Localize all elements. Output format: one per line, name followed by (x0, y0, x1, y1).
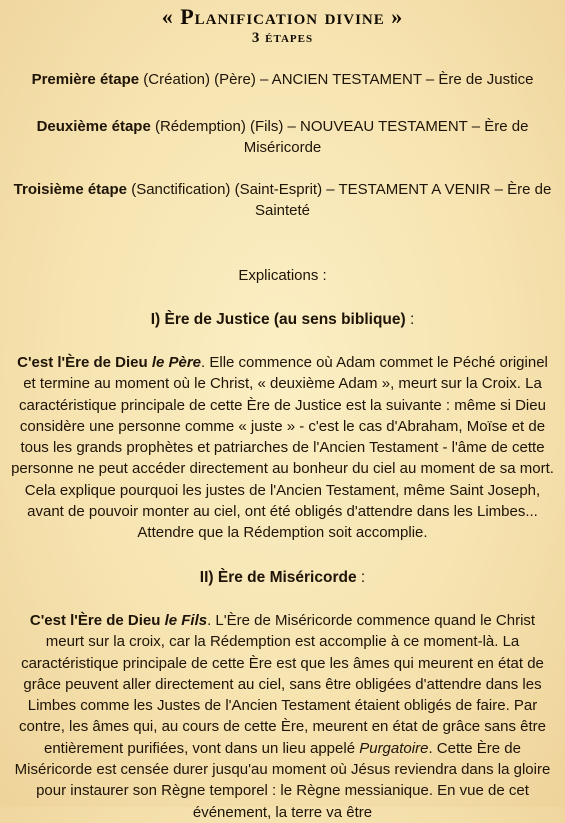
section-2-body-italic: Purgatoire (359, 739, 429, 757)
section-2-paragraph (10, 610, 555, 823)
step-1-label: Première étape (31, 71, 140, 88)
section-2-body-after: . Cette Ère de Miséricorde est censée durer jusqu'au moment où Jésus reviendra dans la gloire pour instaurer son Règne temporel : le Règne messianique. En vue de cet événement, la terre va être (14, 739, 551, 821)
step-3-label: Troisième étape (13, 181, 128, 198)
explications-label: Explications : (238, 267, 327, 284)
step-1 (10, 69, 555, 90)
section-2-lead-italic: le Fils (164, 612, 208, 629)
section-1-heading-suffix: : (405, 311, 415, 328)
section-1-heading-text: I) Ère de Justice (au sens biblique) (150, 311, 406, 328)
section-1-heading (0, 311, 565, 329)
section-2-body-before: . L'Ère de Miséricorde commence quand le Christ meurt sur la croix, car la Rédemption est accomplie à ce moment-là. La caractéristique principale de cette Ère est que les âmes qui meurent en état de grâce peuvent aller directement au ciel, sans être obligées d'attendre dans les Limbes comme les Justes de l'Ancien Testament étaient obligés de faire. Par contre, les âmes qui, au cours de cette Ère, meurent en état de grâce sans être entièrement purifiées, vont dans un lieu appelé (19, 612, 546, 757)
page-subtitle: 3 étapes (251, 30, 314, 46)
section-2-heading (0, 569, 565, 587)
step-3 (10, 179, 555, 221)
section-1-lead: C'est l'Ère de Dieu (17, 354, 152, 371)
section-1-lead-italic: le Père (151, 354, 202, 371)
step-1-text: (Création) (Père) – ANCIEN TESTAMENT – Ère de Justice (139, 71, 534, 88)
step-3-text: (Sanctification) (Saint-Esprit) – TESTAMENT A VENIR – Ère de Sainteté (127, 181, 552, 219)
section-2-heading-suffix: : (356, 569, 366, 586)
section-1-body: . Elle commence où Adam commet le Péché originel et termine au moment où le Christ, « deuxième Adam », meurt sur la Croix. La caractéristique principale de cette Ère de Justice est la suivante : même si Dieu considère une personne comme « juste » - c'est le cas d'Abraham, Moïse et de tous les grands prophètes et patriarches de l'Ancien Testament - l'âme de cette personne ne peut accéder directement au bonheur du ciel au moment de sa mort. Cela explique pourquoi les justes de l'Ancien Testament, même Saint Joseph, avant de pouvoir monter au ciel, ont été obligés d'attendre dans les Limbes... Attendre que la Rédemption soit accomplie. (11, 354, 554, 542)
section-1-paragraph (10, 352, 555, 544)
step-2 (10, 116, 555, 158)
section-2-lead: C'est l'Ère de Dieu (29, 612, 165, 629)
page-title: « Planification divine » (161, 4, 404, 29)
section-2-heading-text: II) Ère de Miséricorde (199, 569, 357, 586)
step-2-label: Deuxième étape (36, 118, 151, 135)
step-2-text: (Rédemption) (Fils) – NOUVEAU TESTAMENT – Ère de Miséricorde (150, 118, 529, 156)
